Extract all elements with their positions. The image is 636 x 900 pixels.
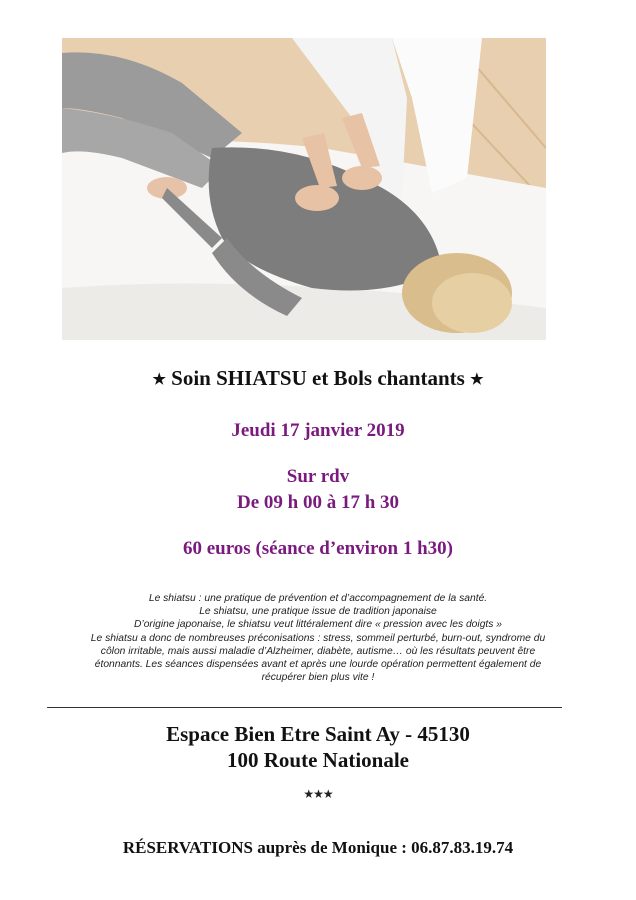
star-right-icon: ★ bbox=[470, 372, 484, 388]
reservation-contact: RÉSERVATIONS auprès de Monique : 06.87.83.19.74 bbox=[122, 838, 514, 857]
venue-address: 100 Route Nationale bbox=[227, 748, 409, 772]
description-line: D’origine japonaise, le shiatsu veut littéralement dire « pression avec les doigts » bbox=[133, 619, 503, 631]
three-stars-icon: ★★★ bbox=[303, 787, 333, 801]
appointment-note: Sur rdv bbox=[286, 466, 350, 487]
description-line: étonnants. Les séances dispensées avant et après une lourde opération permettent également de bbox=[94, 659, 542, 671]
price: 60 euros (séance d’environ 1 h30) bbox=[182, 538, 454, 559]
description-line: côlon irritable, mais aussi maladie d’Alzheimer, diabète, autisme… où les résultats peuvent être bbox=[100, 645, 536, 657]
shiatsu-massage-illustration bbox=[62, 38, 546, 340]
divider bbox=[47, 707, 562, 708]
star-left-icon: ★ bbox=[152, 372, 166, 388]
shiatsu-photo bbox=[62, 38, 546, 340]
venue-name: Espace Bien Etre Saint Ay - 45130 bbox=[166, 722, 470, 746]
description-line: Le shiatsu, une pratique issue de tradition japonaise bbox=[199, 606, 437, 618]
event-title bbox=[0, 366, 636, 391]
opening-hours: De 09 h 00 à 17 h 30 bbox=[236, 492, 400, 513]
shiatsu-description bbox=[40, 592, 596, 684]
event-title-text: Soin SHIATSU et Bols chantants bbox=[171, 366, 465, 390]
description-line: récupérer bien plus vite ! bbox=[261, 672, 375, 684]
event-date: Jeudi 17 janvier 2019 bbox=[231, 420, 405, 441]
description-line: Le shiatsu : une pratique de prévention et d’accompagnement de la santé. bbox=[148, 593, 488, 604]
description-line: Le shiatsu a donc de nombreuses préconisations : stress, sommeil perturbé, burn-out, syndrome du bbox=[90, 632, 546, 644]
